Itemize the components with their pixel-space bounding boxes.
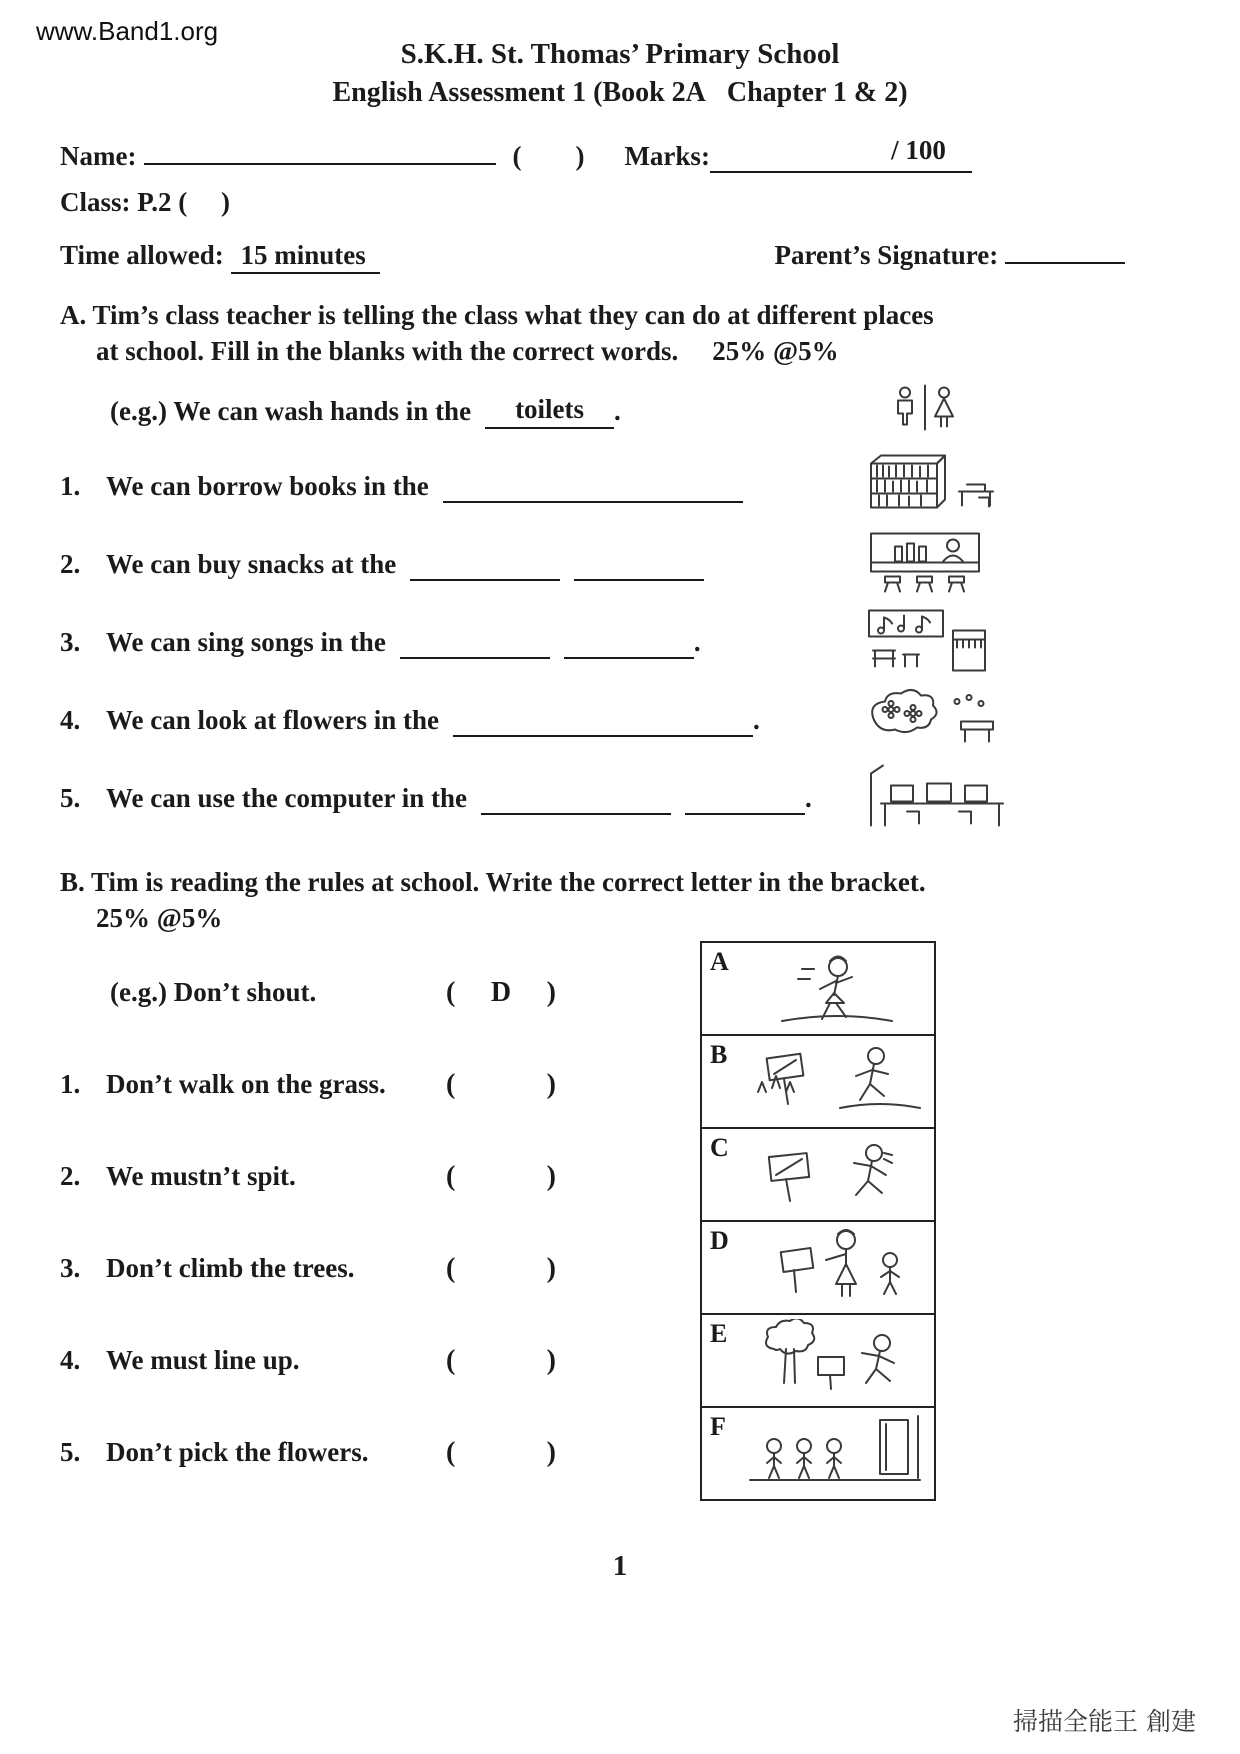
fill-blank-item: 5. We can use the computer in the . (60, 760, 860, 838)
answer-bracket: ( ) (446, 1344, 556, 1376)
school-name: S.K.H. St. Thomas’ Primary School (400, 38, 840, 70)
answer-blank (400, 627, 550, 659)
rule-item: 5. Don’t pick the flowers. ( ) (60, 1436, 556, 1468)
class-label: Class: P.2 ( ) (60, 187, 231, 217)
rule-item: 1. Don’t walk on the grass. ( ) (60, 1068, 556, 1100)
section-b-score: 25% @5% (96, 903, 223, 934)
fill-blank-item: 4. We can look at flowers in the . (60, 682, 860, 760)
fill-blank-item: 1. We can borrow books in the (60, 448, 860, 526)
library-icon (865, 451, 999, 522)
answer-blank (564, 627, 694, 659)
signature-label: Parent’s Signature: (774, 240, 999, 270)
class-row (60, 187, 1180, 218)
answer-blank (574, 549, 704, 581)
example-text: (e.g.) Don’t shout. (110, 977, 317, 1008)
assessment-title: English Assessment 1 (Book 2A Chapter 1 & 2) (332, 77, 908, 108)
watermark-band1: www.Band1.org (36, 16, 219, 46)
answer-blank (410, 549, 560, 581)
answer-blank (685, 783, 805, 815)
toilets-icon (888, 383, 962, 440)
time-label: Time allowed: (60, 240, 224, 270)
name-bracket: ( ) (512, 141, 585, 171)
example-answer-letter: D (490, 976, 512, 1008)
computer-room-icon (865, 761, 1007, 836)
time-signature-row (60, 232, 1125, 271)
picture-cell-B: B (702, 1036, 934, 1129)
name-marks-row (60, 133, 1180, 173)
picture-cell-C: C (702, 1129, 934, 1222)
section-a-heading-line2: at school. Fill in the blanks with the correct words. 25% @5% (96, 336, 839, 367)
rule-item: 2. We mustn’t spit. ( ) (60, 1160, 556, 1192)
fill-blank-item: 2. We can buy snacks at the (60, 526, 860, 604)
example-fill-blank: (e.g.) We can wash hands in the toilets . (60, 376, 860, 448)
answer-bracket: ( D ) (446, 976, 556, 1008)
item-text: We can use the computer in the (106, 783, 467, 814)
answer-bracket: ( ) (446, 1436, 556, 1468)
example-answer: toilets (485, 394, 614, 429)
answer-blank (443, 471, 743, 503)
name-blank (144, 133, 496, 165)
section-b-body (60, 947, 1180, 1522)
time-allowed (60, 240, 380, 271)
item-text: We can borrow books in the (106, 471, 429, 502)
answer-blank (453, 705, 753, 737)
section-a-items (60, 376, 1180, 838)
rule-pictures-table (700, 941, 936, 1501)
marks-label: Marks: (624, 141, 710, 171)
answer-bracket: ( ) (446, 1160, 556, 1192)
example-rule-item (60, 947, 640, 1039)
section-a-heading (60, 297, 1240, 370)
time-value: 15 minutes (231, 240, 380, 274)
marks-blank (710, 135, 972, 173)
student-info-block (60, 133, 1180, 271)
picture-cell-E: E (702, 1315, 934, 1408)
item-text: We can sing songs in the (106, 627, 386, 658)
picture-cell-F: F (702, 1408, 934, 1499)
rule-item: 3. Don’t climb the trees. ( ) (60, 1252, 556, 1284)
section-a-score: 25% @5% (712, 336, 839, 367)
marks-total: / 100 (891, 135, 946, 165)
signature-blank (1005, 232, 1125, 264)
tuck-shop-icon (865, 529, 987, 600)
name-label: Name: (60, 141, 137, 171)
answer-bracket: ( ) (446, 1068, 556, 1100)
section-b-heading (60, 864, 1240, 937)
section-a-heading-line1: A. Tim’s class teacher is telling the class what they can do at different places (60, 300, 934, 330)
item-text: We can look at flowers in the (106, 705, 439, 736)
answer-bracket: ( ) (446, 1252, 556, 1284)
parent-signature (775, 232, 1126, 271)
fill-blank-item: 3. We can sing songs in the . (60, 604, 860, 682)
picture-cell-A: A (702, 943, 934, 1036)
page-number: 1 (612, 1549, 628, 1582)
item-text: We can buy snacks at the (106, 549, 397, 580)
garden-icon (865, 687, 999, 754)
section-b-heading-line1: B. Tim is reading the rules at school. Write the correct letter in the bracket. (60, 866, 926, 897)
answer-blank (481, 783, 671, 815)
music-room-icon (865, 606, 989, 679)
rule-item: 4. We must line up. ( ) (60, 1344, 556, 1376)
example-text: (e.g.) We can wash hands in the (110, 396, 472, 427)
watermark-camscanner: 掃描全能王 創建 (1013, 1707, 1196, 1736)
picture-cell-D: D (702, 1222, 934, 1315)
